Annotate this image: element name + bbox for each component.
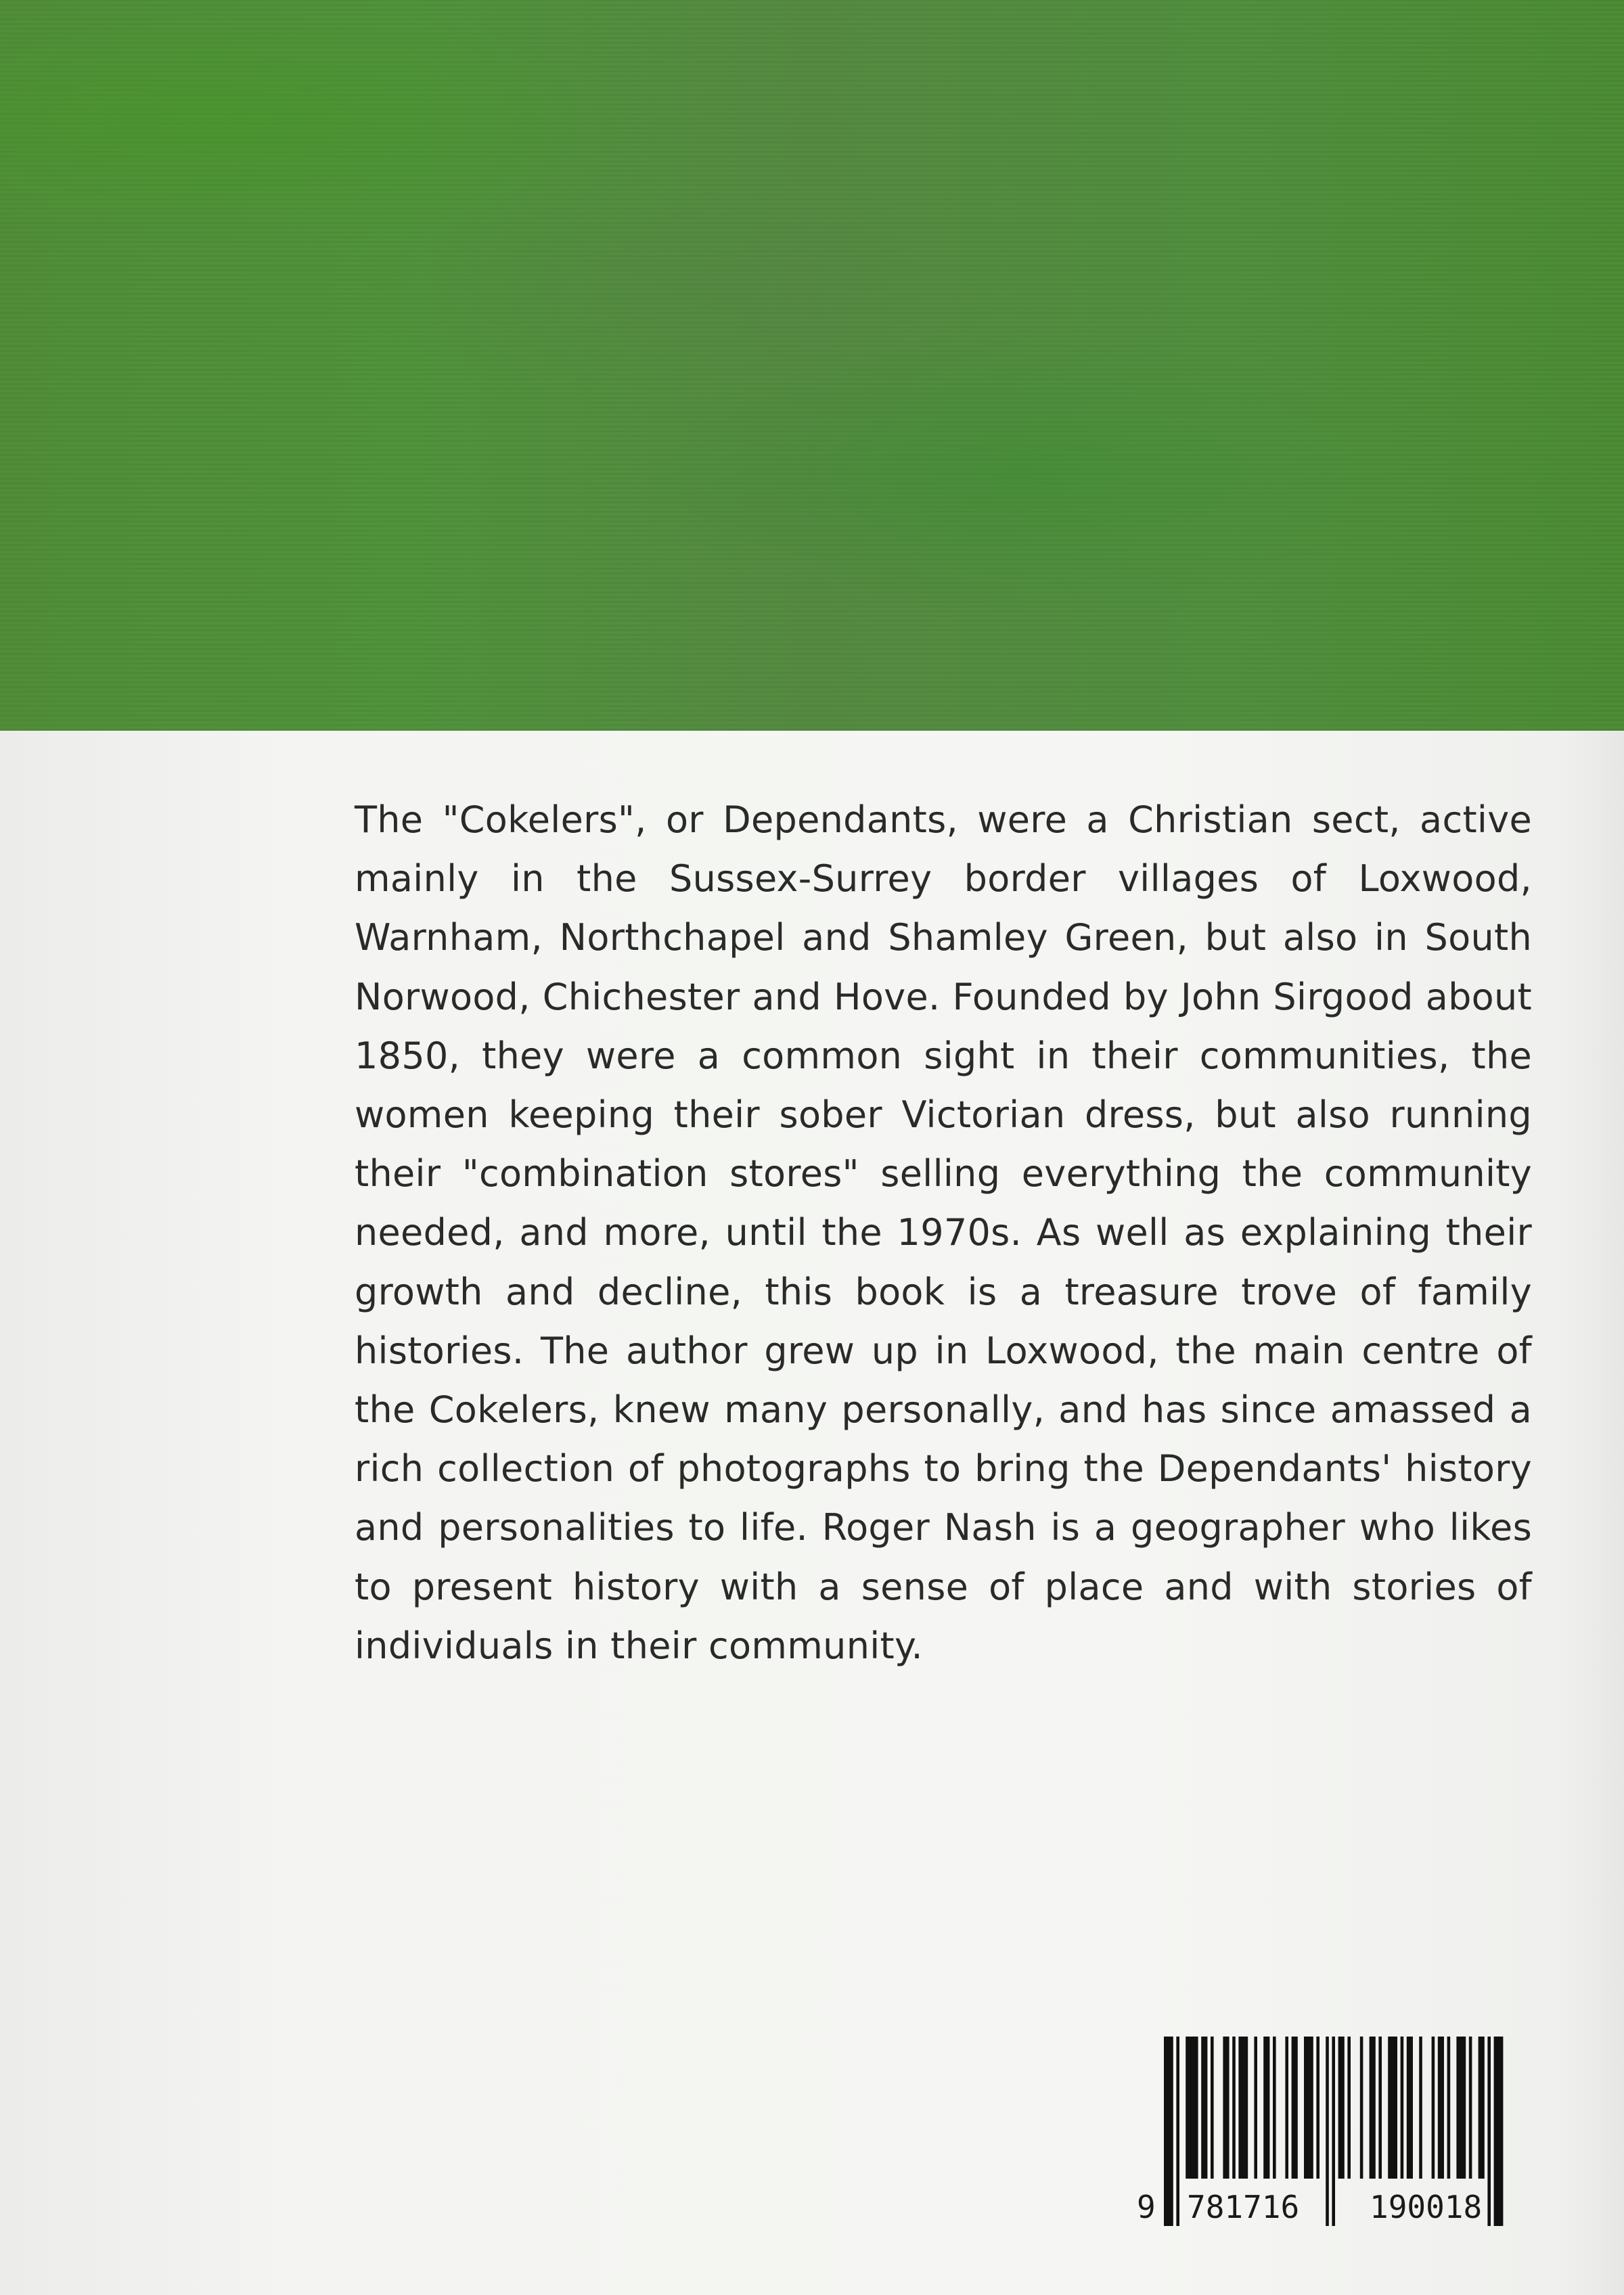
barcode-bar — [1201, 2037, 1207, 2179]
barcode-bar — [1211, 2037, 1214, 2179]
barcode-bar — [1479, 2037, 1485, 2179]
barcode-bar — [1164, 2037, 1173, 2226]
barcode-bar — [1238, 2037, 1248, 2179]
barcode-bar — [1292, 2037, 1298, 2179]
barcode-bar — [1419, 2037, 1422, 2179]
barcode-bar — [1469, 2037, 1472, 2179]
barcode-bar — [1273, 2037, 1276, 2179]
barcode-bar — [1186, 2037, 1198, 2179]
back-cover-blurb: The "Cokelers", or Dependants, were a Christian sect, active mainly in the Sussex-Surrey border villages of Loxwood, Warnham, Northchapel and Shamley Green, but also in South Norwood, Chichester and Hove. Founded by John Sirgood about 1850, they were a common sight in their communities, the women keeping their sober Victorian dress, but also running their "combination stores" selling everything the community needed, and more, until the 1970s. As well as explaining their growth and decline, this book is a treasure trove of family histories. The author grew up in Loxwood, the main centre of the Cokelers, knew many personally, and has since amassed a rich collection of photographs to bring the Dependants' history and personalities to life. Roger Nash is a geographer who likes to present history with a sense of place and with stories of individuals in their community. — [355, 798, 1532, 1667]
barcode-right-digits: 190018 — [1370, 2189, 1483, 2225]
barcode-bar — [1401, 2037, 1404, 2179]
barcode-bar — [1176, 2037, 1179, 2226]
barcode-bar — [1263, 2037, 1269, 2179]
barcode-bar — [1432, 2037, 1435, 2179]
barcode-bar — [1326, 2037, 1329, 2226]
barcode-bar — [1438, 2037, 1444, 2179]
barcode-bar — [1494, 2037, 1504, 2226]
barcode-bar — [1447, 2037, 1451, 2179]
barcode-left-digits: 781716 — [1187, 2189, 1300, 2225]
barcode-bar — [1456, 2037, 1466, 2179]
page-edge-shadow — [1556, 731, 1624, 2295]
barcode-bar — [1487, 2037, 1491, 2226]
barcode-bar — [1388, 2037, 1397, 2179]
barcode-bar — [1378, 2037, 1382, 2179]
barcode-bar — [1232, 2037, 1236, 2179]
isbn-barcode-icon — [1129, 2037, 1535, 2226]
barcode-bar — [1407, 2037, 1413, 2179]
barcode-bar — [1316, 2037, 1320, 2179]
green-cover-band — [0, 0, 1624, 731]
barcode-bar — [1304, 2037, 1313, 2179]
barcode-bar — [1347, 2037, 1351, 2179]
barcode-lead-digit: 9 — [1137, 2189, 1156, 2225]
barcode-bar — [1223, 2037, 1229, 2179]
barcode-bar — [1332, 2037, 1335, 2226]
barcode-bar — [1338, 2037, 1345, 2179]
barcode-bar — [1285, 2037, 1288, 2179]
barcode-bar — [1254, 2037, 1257, 2179]
barcode-bar — [1360, 2037, 1363, 2179]
barcode-bar — [1370, 2037, 1376, 2179]
